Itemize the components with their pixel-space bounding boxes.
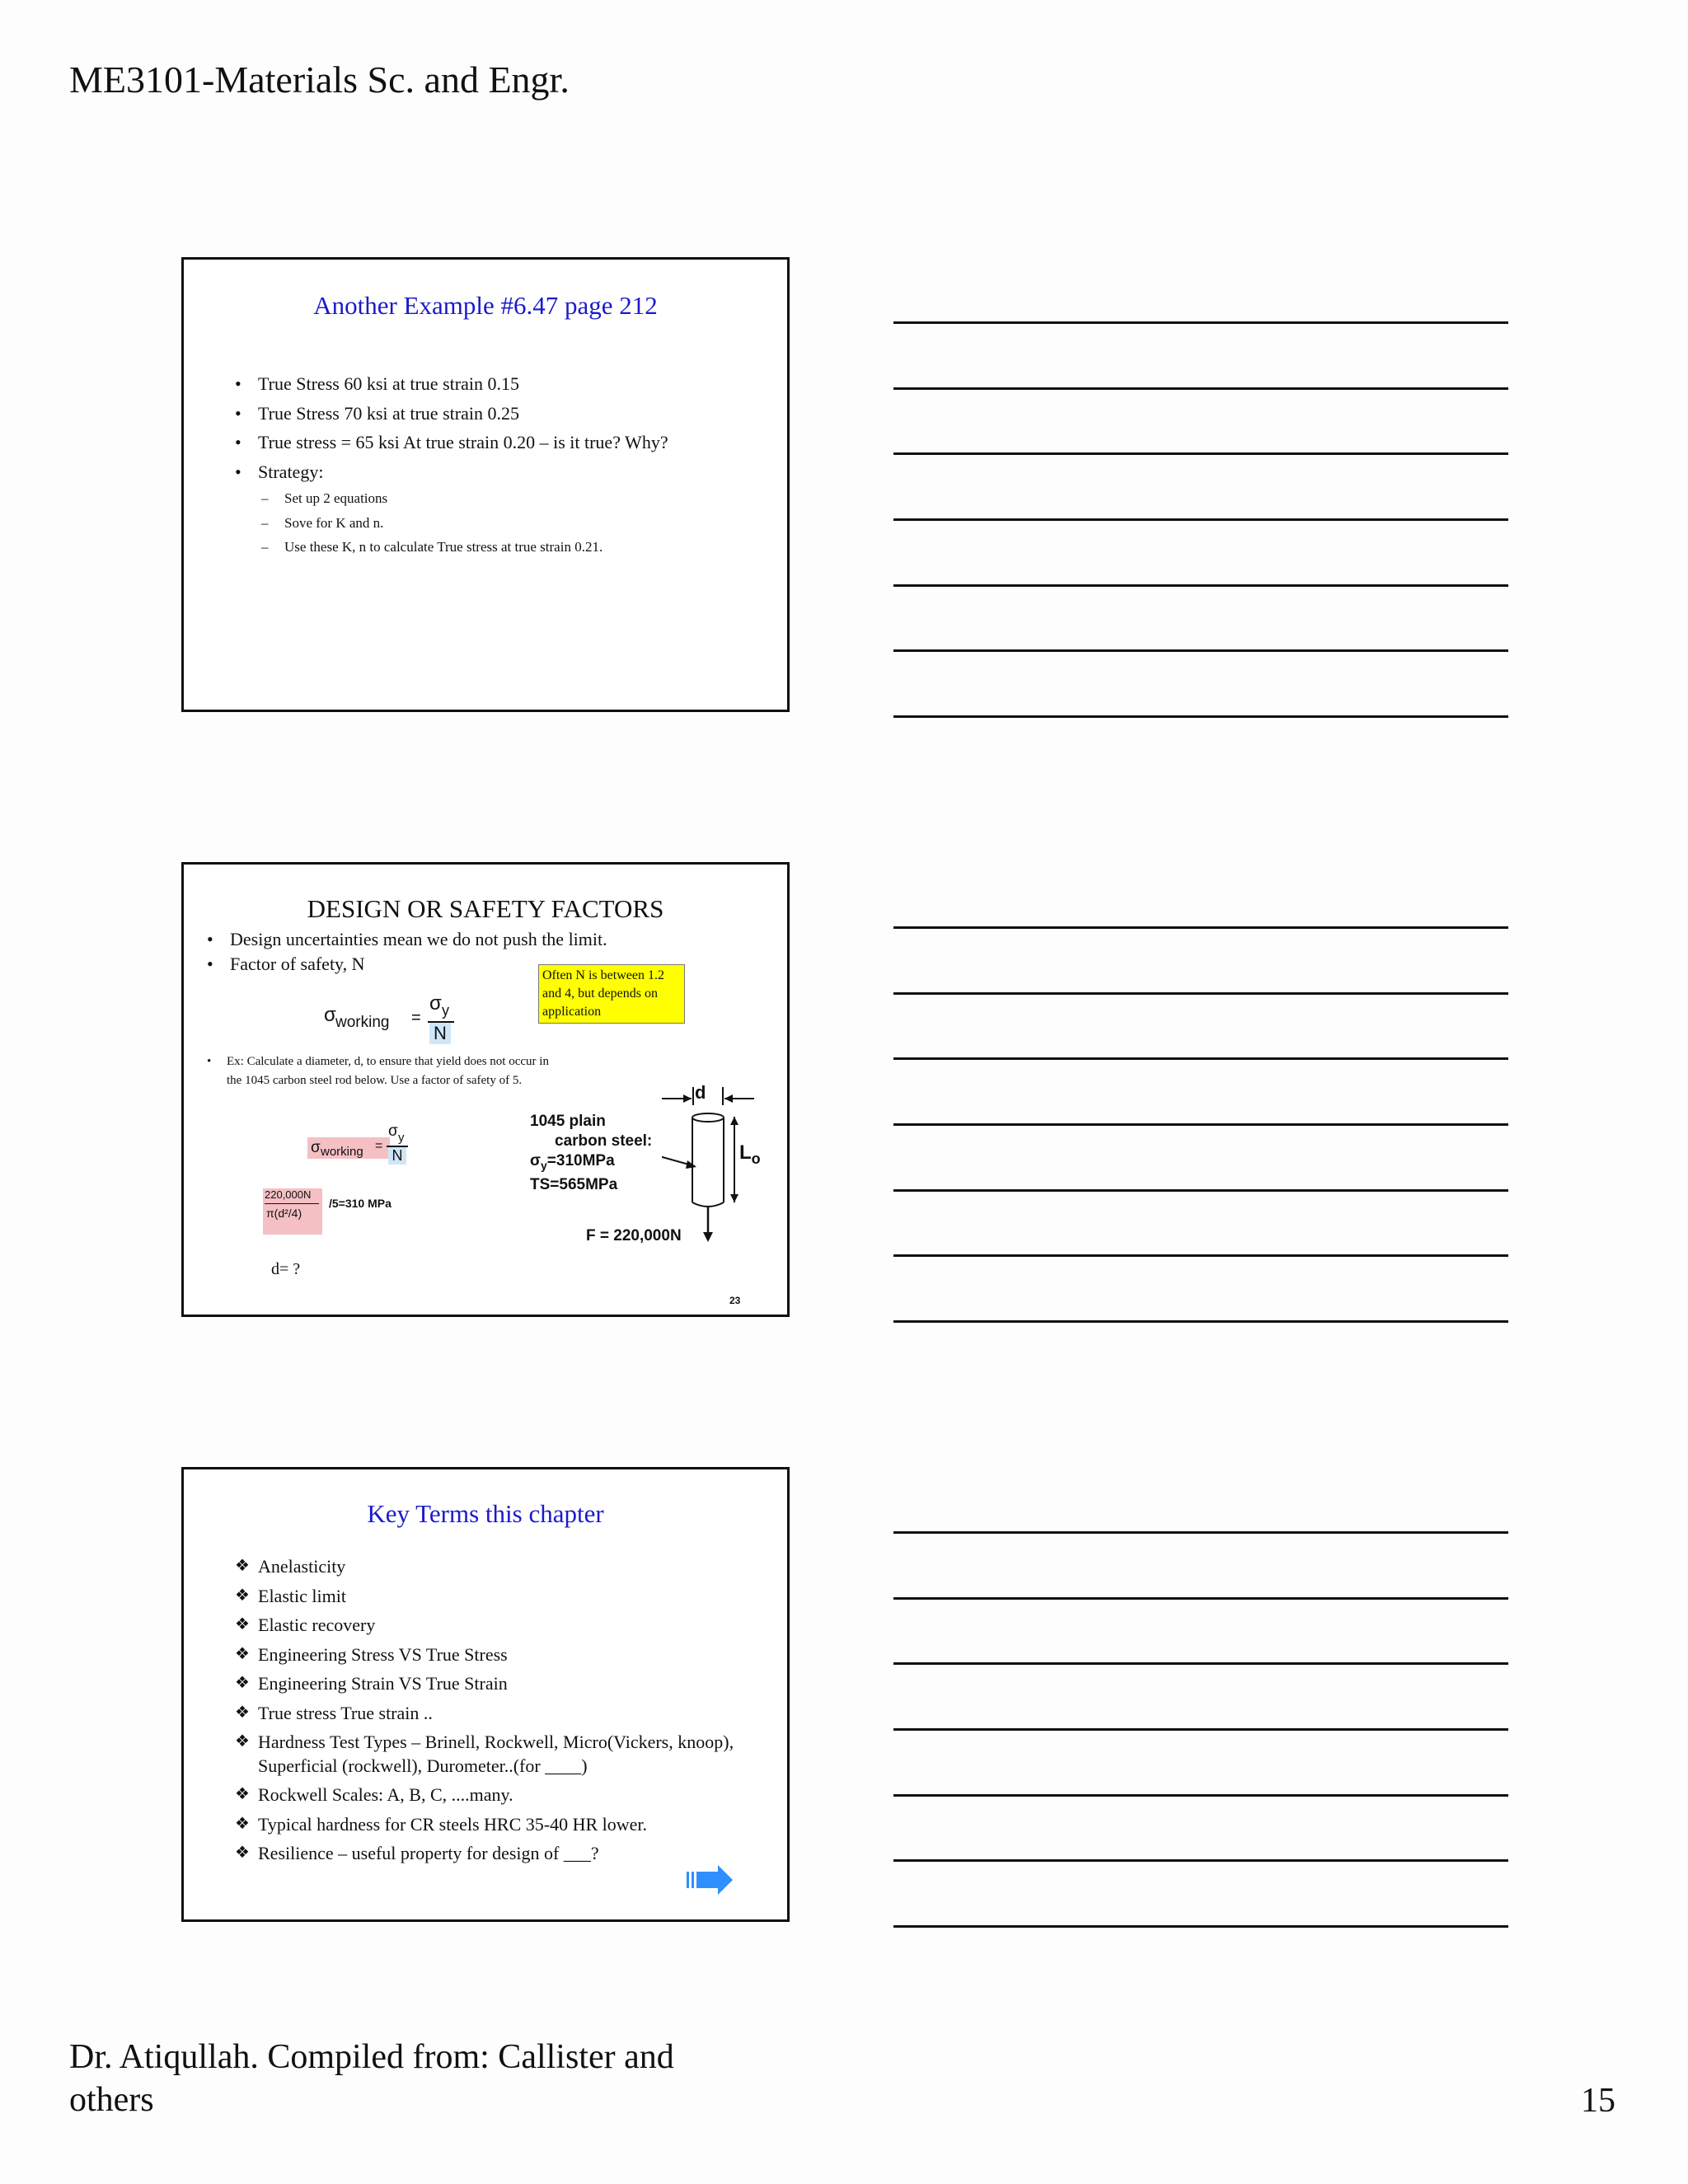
example-text: • Ex: Calculate a diameter, d, to ensure that yield does not occur in the 1045 carbon steel rod below. Use a factor of safety of 5.	[207, 1052, 561, 1090]
list-item: ❖ Elastic recovery	[235, 1610, 753, 1640]
document-footer	[69, 2036, 811, 2121]
example-statement: Ex: Calculate a diameter, d, to ensure that yield does not occur in the 1045 carbon steel rod below. Use a factor of safety of 5.	[227, 1055, 549, 1087]
yield-strength-value: =310MPa	[546, 1152, 615, 1169]
length-label	[739, 1141, 761, 1168]
list-item: ❖ Elastic limit	[235, 1582, 753, 1611]
note-line	[893, 1859, 1508, 1862]
list-item: ❖ Rockwell Scales: A, B, C, ....many.	[235, 1780, 753, 1810]
note-line	[893, 1728, 1508, 1731]
slide-2-title: DESIGN OR SAFETY FACTORS	[307, 894, 664, 923]
sigma-symbol: σ	[324, 1004, 336, 1026]
strategy-steps	[235, 486, 668, 560]
calculation-block	[258, 1106, 464, 1238]
calc-denominator-n: N	[388, 1147, 406, 1165]
calc-area-fraction-bar	[265, 1203, 319, 1204]
slide-2	[181, 862, 790, 1317]
page-number: 15	[1581, 2082, 1615, 2120]
list-item: ❖ Typical hardness for CR steels HRC 35-40 HR lower.	[235, 1810, 753, 1840]
slide-number: 23	[729, 1295, 741, 1306]
footer-line-2: others	[69, 2081, 154, 2119]
slide-1	[181, 257, 790, 712]
list-item: – Set up 2 equations	[235, 486, 668, 511]
yield-sigma: σ	[530, 1152, 541, 1169]
key-terms-list	[235, 1552, 753, 1868]
note-line	[893, 1123, 1508, 1126]
slide-3	[181, 1467, 790, 1922]
working-stress-equation	[324, 992, 489, 1053]
note-line	[893, 1320, 1508, 1323]
note-line	[893, 649, 1508, 652]
calc-sigma: σ	[311, 1139, 321, 1156]
diameter-label: d	[695, 1082, 706, 1103]
next-arrow-icon[interactable]	[687, 1865, 736, 1895]
note-line	[893, 1597, 1508, 1600]
numerator-subscript: y	[442, 1002, 449, 1019]
length-subscript: o	[751, 1150, 761, 1167]
slide-3-title: Key Terms this chapter	[367, 1499, 604, 1528]
note-line	[893, 1189, 1508, 1192]
note-line	[893, 926, 1508, 929]
length-symbol: L	[739, 1141, 752, 1164]
note-line	[893, 715, 1508, 718]
denominator-n: N	[429, 1023, 451, 1044]
rod-diagram	[662, 1080, 785, 1245]
note-line	[893, 387, 1508, 390]
calc-area-denominator: π(d²/4)	[266, 1207, 302, 1220]
force-label: F = 220,000N	[586, 1227, 682, 1244]
slide-1-bullets	[235, 369, 668, 560]
calc-numerator-sigma: σ	[388, 1122, 398, 1140]
note-line	[893, 518, 1508, 521]
numerator-sigma: σ	[429, 992, 442, 1015]
calc-working-subscript: working	[321, 1145, 363, 1159]
calc-result: /5=310 MPa	[329, 1197, 392, 1210]
note-line	[893, 1925, 1508, 1928]
note-line	[893, 452, 1508, 455]
list-item: ❖ Anelasticity	[235, 1552, 753, 1582]
working-subscript: working	[335, 1014, 390, 1031]
list-item: – Sove for K and n.	[235, 511, 668, 536]
material-name-line2: carbon steel:	[555, 1132, 653, 1150]
answer-text: d= ?	[271, 1260, 301, 1278]
calc-equals: =	[375, 1139, 383, 1153]
note-line	[893, 584, 1508, 587]
note-line	[893, 1794, 1508, 1797]
footer-line-1: Dr. Atiqullah. Compiled from: Callister and	[69, 2038, 674, 2076]
list-item	[235, 457, 668, 560]
list-item: • True stress = 65 ksi At true strain 0.20 – is it true? Why?	[235, 428, 668, 457]
calc-numerator-subscript: y	[398, 1131, 405, 1145]
list-item: ❖ Resilience – useful property for design of ___?	[235, 1839, 753, 1868]
list-item: ❖ True stress True strain ..	[235, 1699, 753, 1728]
list-item: • Design uncertainties mean we do not push the limit.	[207, 927, 607, 952]
material-properties	[530, 1112, 662, 1202]
list-item: • True Stress 60 ksi at true strain 0.15	[235, 369, 668, 399]
list-item: – Use these K, n to calculate True stress at true strain 0.21.	[235, 535, 668, 560]
note-line	[893, 321, 1508, 324]
tensile-strength: TS=565MPa	[530, 1175, 618, 1193]
equals-sign: =	[411, 1009, 421, 1027]
list-item: ❖ Engineering Strain VS True Strain	[235, 1669, 753, 1699]
slide-1-title: Another Example #6.47 page 212	[313, 291, 658, 320]
list-item: ❖ Engineering Stress VS True Stress	[235, 1640, 753, 1670]
note-line	[893, 1662, 1508, 1665]
strategy-label: Strategy:	[258, 461, 324, 482]
calc-force-numerator: 220,000N	[265, 1188, 312, 1201]
note-line	[893, 992, 1508, 995]
safety-factor-note: Often N is between 1.2 and 4, but depends on application	[538, 964, 685, 1024]
note-line	[893, 1057, 1508, 1060]
note-line	[893, 1531, 1508, 1534]
material-name-line1: 1045 plain	[530, 1113, 606, 1130]
note-line	[893, 1254, 1508, 1257]
list-item: ❖ Hardness Test Types – Brinell, Rockwell, Micro(Vickers, knoop), Superficial (rockwell), Durometer..(for ____)	[235, 1727, 753, 1780]
list-item: • True Stress 70 ksi at true strain 0.25	[235, 399, 668, 429]
document-header: ME3101-Materials Sc. and Engr.	[69, 59, 570, 101]
yield-subscript: y	[541, 1158, 547, 1172]
list-item: • Factor of safety, N	[207, 952, 607, 977]
